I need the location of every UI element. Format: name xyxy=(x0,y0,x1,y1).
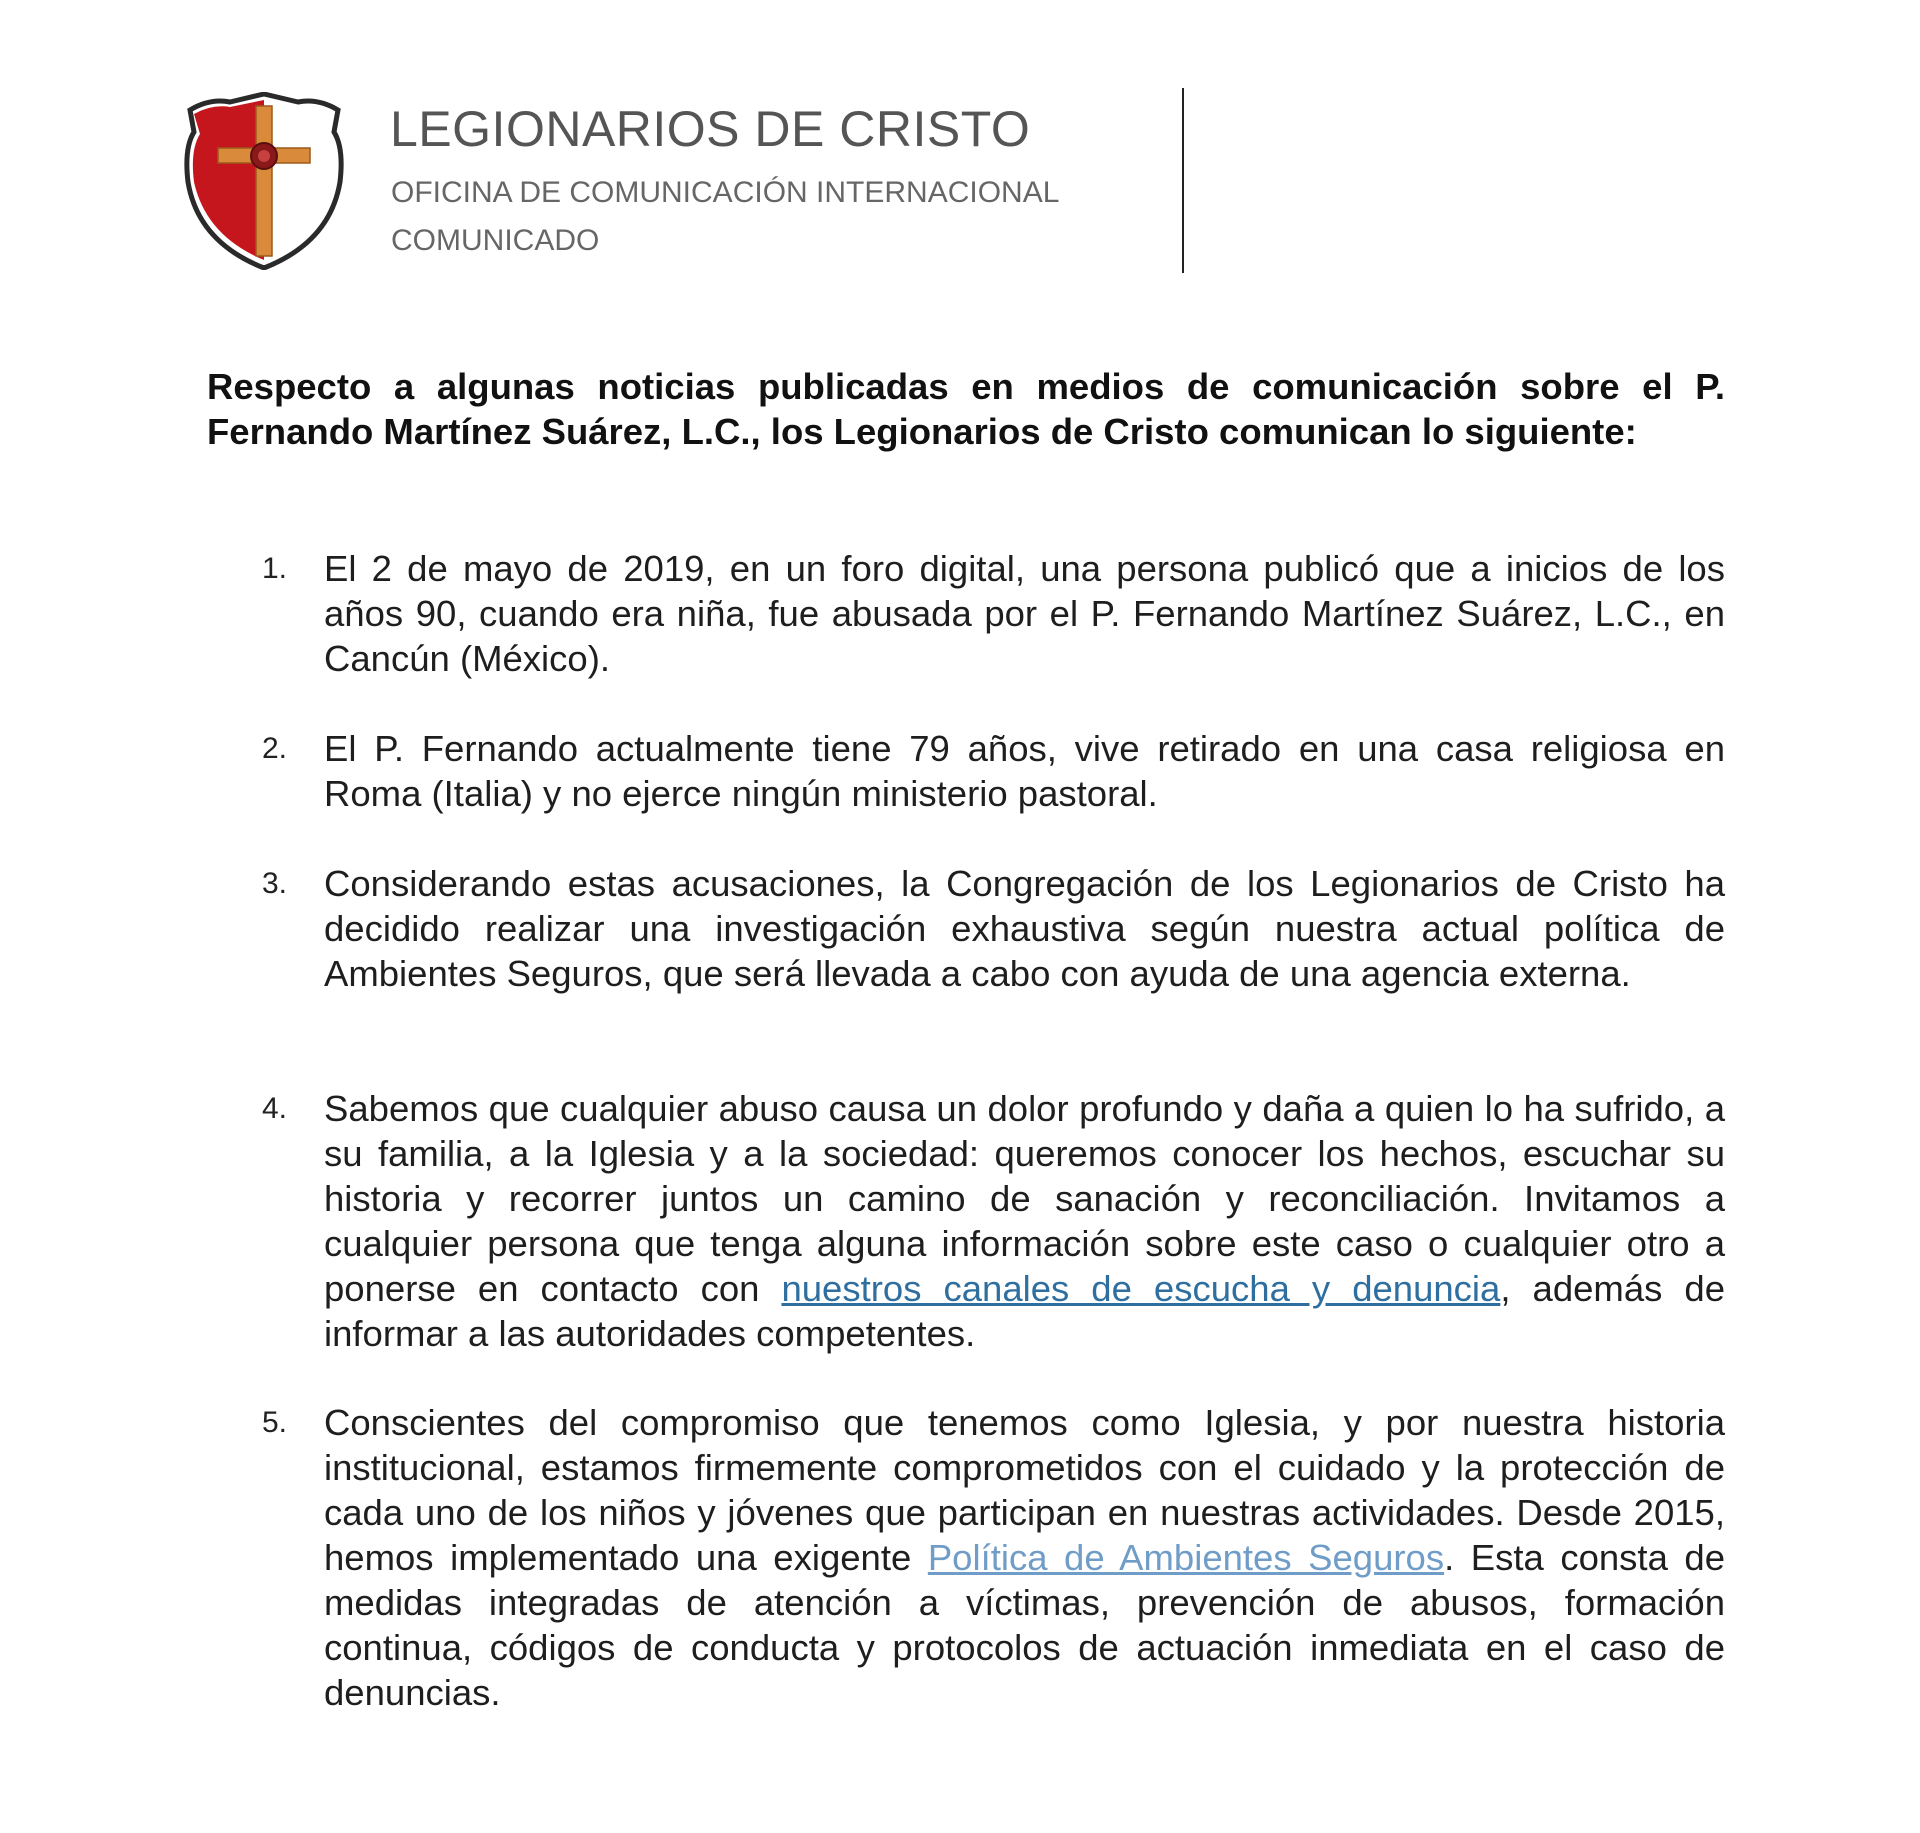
shield-red-half xyxy=(193,100,264,260)
list-item-number: 1. xyxy=(262,552,288,585)
office-name: OFICINA DE COMUNICACIÓN INTERNACIONAL xyxy=(391,176,1060,209)
list-item-text: El P. Fernando actualmente tiene 79 años, vive retirado en una casa religiosa en Roma (Italia) y no ejerce ningún ministerio pastoral. xyxy=(324,728,1725,814)
list-item-number: 5. xyxy=(262,1406,288,1439)
cross-vertical xyxy=(256,106,272,256)
safe-environments-policy-link[interactable]: Política de Ambientes Seguros xyxy=(927,1537,1445,1578)
legionaries-shield-logo xyxy=(180,92,348,270)
list-item-text xyxy=(324,1086,1725,1356)
list-item-number: 3. xyxy=(262,867,288,900)
header-divider xyxy=(1182,88,1184,273)
list-item-text: Considerando estas acusaciones, la Congregación de los Legionarios de Cristo ha decidido realizar una investigación exhaustiva según nuestra actual política de Ambientes Seguros, que será llevada a cabo con ayuda de una agencia externa. xyxy=(324,863,1725,994)
list-item-text-before: Conscientes del compromiso que tenemos como Iglesia, y por nuestra historia institucional, estamos firmemente comprometidos con el cuidado y la protección de cada uno de los niños y jóvenes que participan en nuestras actividades. Desde 2015, hemos implementado una exigente xyxy=(324,1402,1725,1578)
list-item-text-before: Sabemos que cualquier abuso causa un dolor profundo y daña a quien lo ha sufrido, a su familia, a la Iglesia y a la sociedad: queremos conocer los hechos, escuchar su historia y recorrer juntos un camino de sanación y reconciliación. Invitamos a cualquier persona que tenga alguna información sobre este caso o cualquier otro a ponerse en contacto con xyxy=(324,1088,1725,1309)
list-item-text: El 2 de mayo de 2019, en un foro digital, una persona publicó que a inicios de los años 90, cuando era niña, fue abusada por el P. Fernando Martínez Suárez, L.C., en Cancún (México). xyxy=(324,548,1725,679)
intro-paragraph: Respecto a algunas noticias publicadas en medios de comunicación sobre el P. Fernando Martínez Suárez, L.C., los Legionarios de Cristo comunican lo siguiente: xyxy=(207,366,1725,452)
list-item-number: 2. xyxy=(262,732,288,765)
list-item-text-after: . Esta consta de medidas integradas de atención a víctimas, prevención de abusos, formación continua, códigos de conducta y protocolos de actuación inmediata en el caso de denuncias. xyxy=(324,1537,1725,1713)
document-type: COMUNICADO xyxy=(391,224,600,257)
list-item-text-after: , además de informar a las autoridades competentes. xyxy=(324,1268,1726,1354)
list-item-number: 4. xyxy=(262,1092,288,1125)
organization-name: LEGIONARIOS DE CRISTO xyxy=(390,101,1031,157)
list-item-text xyxy=(324,1400,1725,1715)
listening-channels-link[interactable]: nuestros canales de escucha y denuncia xyxy=(781,1268,1501,1309)
